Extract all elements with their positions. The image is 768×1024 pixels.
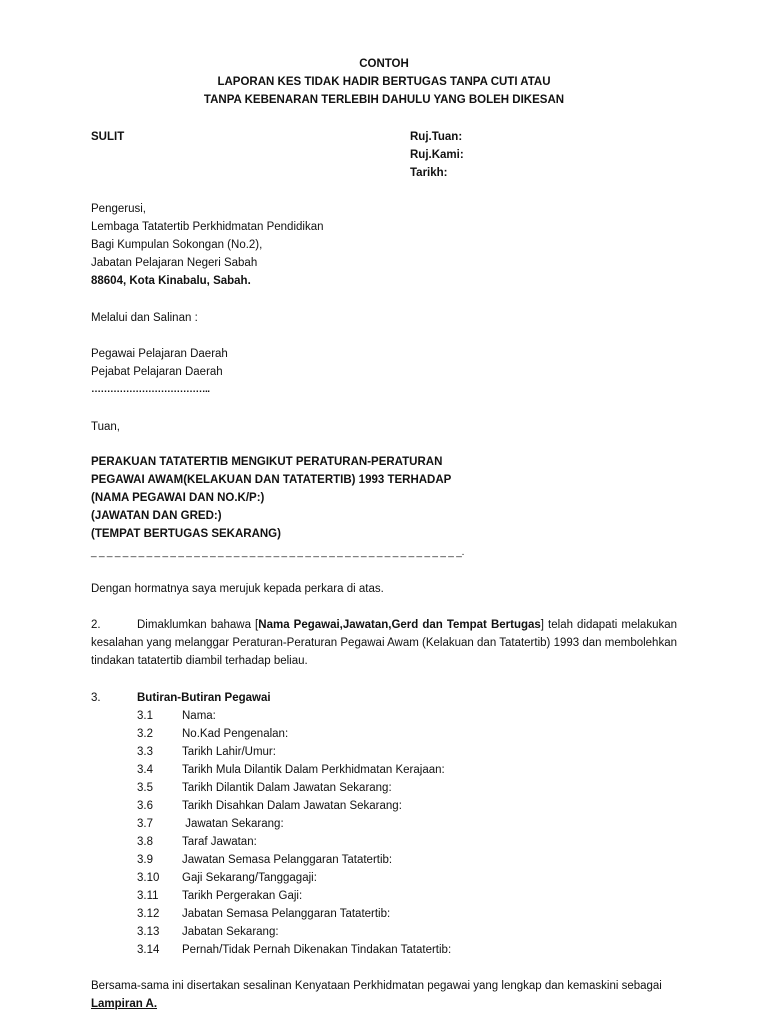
detail-item-label: Jawatan Sekarang: [182, 818, 284, 830]
closing-text: Bersama-sama ini disertakan sesalinan Kenyataan Perkhidmatan pegawai yang lengkap dan kemaskini sebagai [91, 980, 662, 992]
subject-line-2: PEGAWAI AWAM(KELAKUAN DAN TATATERTIB) 1993 TERHADAP [91, 474, 452, 486]
subject-line-4: (JAWATAN DAN GRED:) [91, 510, 222, 522]
detail-item-number: 3.9 [137, 854, 153, 866]
detail-item-label: Taraf Jawatan: [182, 836, 257, 848]
doc-heading-contoh: CONTOH [359, 58, 409, 70]
subject-divider: _ _ _ _ _ _ _ _ _ _ _ _ _ _ _ _ _ _ _ _ _ _ _ _ _ _ _ _ _ _ _ _ _ _ _ _ _ _ _ _ _ _ _ _ _ _ _. [91, 547, 465, 558]
detail-item-label: No.Kad Pengenalan: [182, 728, 289, 740]
detail-item-number: 3.6 [137, 800, 153, 812]
salutation: Tuan, [91, 421, 120, 433]
detail-item-number: 3.5 [137, 782, 153, 794]
para3-title: Butiran-Butiran Pegawai [137, 692, 271, 704]
recipient-line-5: 88604, Kota Kinabalu, Sabah. [91, 275, 251, 287]
subject-line-5: (TEMPAT BERTUGAS SEKARANG) [91, 528, 281, 540]
via-line-3: ……………………………….. [91, 384, 210, 395]
via-line-1: Pegawai Pelajaran Daerah [91, 348, 228, 360]
detail-item-number: 3.4 [137, 764, 153, 776]
detail-item-label: Jabatan Sekarang: [182, 926, 279, 938]
detail-item-label: Tarikh Dilantik Dalam Jawatan Sekarang: [182, 782, 392, 794]
detail-item-number: 3.14 [137, 944, 160, 956]
detail-item-number: 3.12 [137, 908, 160, 920]
detail-item-number: 3.10 [137, 872, 160, 884]
detail-item-label: Tarikh Lahir/Umur: [182, 746, 276, 758]
ref-ruj-tuan: Ruj.Tuan: [410, 131, 463, 143]
para2-pre: Dimaklumkan bahawa [ [137, 619, 259, 631]
para3-number: 3. [91, 692, 101, 704]
detail-item-label: Gaji Sekarang/Tanggagaji: [182, 872, 317, 884]
doc-heading-title-2: TANPA KEBENARAN TERLEBIH DAHULU YANG BOLEH DIKESAN [203, 94, 565, 106]
recipient-line-2: Lembaga Tatatertib Perkhidmatan Pendidikan [91, 221, 324, 233]
ref-ruj-kami: Ruj.Kami: [410, 149, 464, 161]
closing-appendix: Lampiran A. [91, 998, 158, 1010]
detail-item-number: 3.2 [137, 728, 153, 740]
para2-text [91, 616, 677, 670]
detail-item-label: Pernah/Tidak Pernah Dikenakan Tindakan Tatatertib: [182, 944, 452, 956]
via-line-2: Pejabat Pelajaran Daerah [91, 366, 223, 378]
detail-item-number: 3.8 [137, 836, 153, 848]
subject-line-1: PERAKUAN TATATERTIB MENGIKUT PERATURAN-PERATURAN [91, 456, 443, 468]
detail-item-label: Tarikh Mula Dilantik Dalam Perkhidmatan Kerajaan: [182, 764, 445, 776]
recipient-line-3: Bagi Kumpulan Sokongan (No.2), [91, 239, 263, 251]
recipient-line-4: Jabatan Pelajaran Negeri Sabah [91, 257, 258, 269]
detail-item-label: Nama: [182, 710, 216, 722]
doc-heading-title-1: LAPORAN KES TIDAK HADIR BERTUGAS TANPA CUTI ATAU [217, 76, 551, 88]
detail-item-label: Jabatan Semasa Pelanggaran Tatatertib: [182, 908, 391, 920]
para2-post: ] telah didapati melakukan kesalahan yang melanggar Peraturan-Peraturan Pegawai Awam (Kelakuan dan Tatatertib) 1993 dan membolehkan tindakan tatatertib diambil terhadap beliau. [91, 619, 677, 667]
ref-tarikh: Tarikh: [410, 167, 448, 179]
detail-item-label: Tarikh Disahkan Dalam Jawatan Sekarang: [182, 800, 402, 812]
recipient-line-1: Pengerusi, [91, 203, 146, 215]
detail-item-number: 3.13 [137, 926, 160, 938]
detail-item-label: Jawatan Semasa Pelanggaran Tatatertib: [182, 854, 393, 866]
detail-item-number: 3.3 [137, 746, 153, 758]
detail-item-number: 3.11 [137, 890, 159, 902]
via-label: Melalui dan Salinan : [91, 312, 198, 324]
para2-number: 2. [91, 619, 101, 631]
opening-sentence: Dengan hormatnya saya merujuk kepada perkara di atas. [91, 583, 384, 595]
para2-bold: Nama Pegawai,Jawatan,Gerd dan Tempat Bertugas [258, 619, 541, 631]
detail-item-number: 3.1 [137, 710, 153, 722]
classification-label: SULIT [91, 131, 125, 143]
detail-item-label: Tarikh Pergerakan Gaji: [182, 890, 303, 902]
subject-line-3: (NAMA PEGAWAI DAN NO.K/P:) [91, 492, 265, 504]
detail-item-number: 3.7 [137, 818, 153, 830]
